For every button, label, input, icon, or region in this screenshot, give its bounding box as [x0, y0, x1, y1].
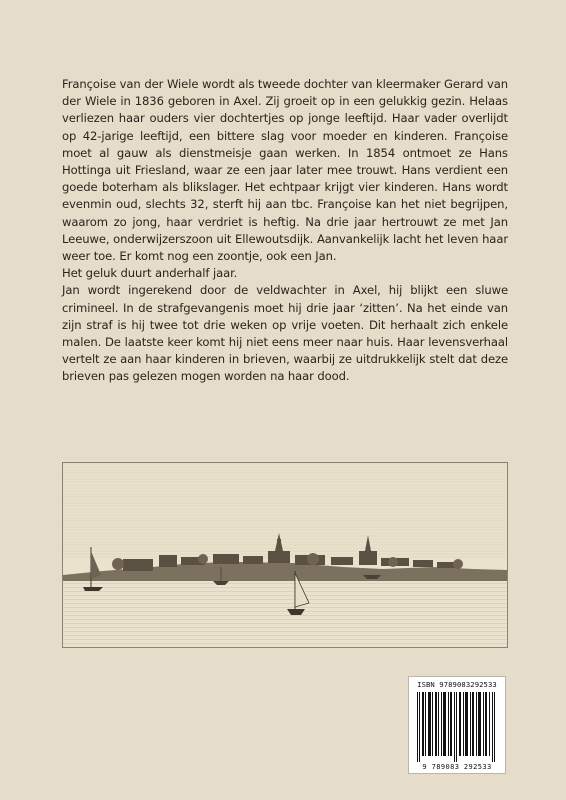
sky: [63, 463, 507, 558]
blurb-paragraph-2: Het geluk duurt anderhalf jaar.: [62, 266, 238, 281]
isbn-digits: 9 789083 292533: [422, 763, 492, 771]
water: [63, 581, 507, 647]
blurb-paragraph-3: Jan wordt ingerekend door de veldwachter in Axel, hij blijkt een sluwe crimineel. In de strafgevangenis moet hij drie jaar ‘zitten’. Na het einde van zijn straf is hij twee tot drie weken op vrije voeten. Dit herhaalt zich enkele malen. De laatste keer komt hij niet eens meer naar huis. Haar levensverhaal vertelt ze aan haar kinderen in brieven, waarbij ze uitdrukkelijk stelt dat deze brieven pas gelezen mogen worden na haar dood.: [62, 283, 508, 384]
engraving-drawing: [63, 463, 507, 647]
barcode-bars: [415, 692, 499, 762]
isbn-barcode: [408, 676, 506, 774]
blurb-paragraph-1: Françoise van der Wiele wordt als tweede dochter van kleermaker Gerard van der Wiele in 1836 geboren in Axel. Zij groeit op in een gelukkig gezin. Helaas verliezen haar ouders vier dochtertjes op jonge leeftijd. Haar vader overlijdt op 42-jarige leeftijd, een bittere slag voor moeder en kinderen. Françoise moet al gauw als dienstmeisje gaan werken. In 1854 ontmoet ze Hans Hottinga uit Friesland, waar ze een jaar later mee trouwt. Hans verdient een goede boterham als blikslager. Het echtpaar krijgt vier kinderen. Hans wordt evenmin oud, slechts 32, sterft hij aan tbc. Françoise kan het niet begrijpen, waarom zo jong, haar verdriet is heftig. Na drie jaar hertrouwt ze met Jan Leeuwe, onderwijzerszoon uit Ellewoutsdijk. Aanvankelijk lacht het leven haar weer toe. Er komt nog een zoontje, ook een Jan.: [62, 77, 508, 264]
isbn-label: ISBN 9789083292533: [417, 680, 497, 689]
blurb-text: [62, 76, 508, 386]
town-engraving: [62, 462, 508, 648]
